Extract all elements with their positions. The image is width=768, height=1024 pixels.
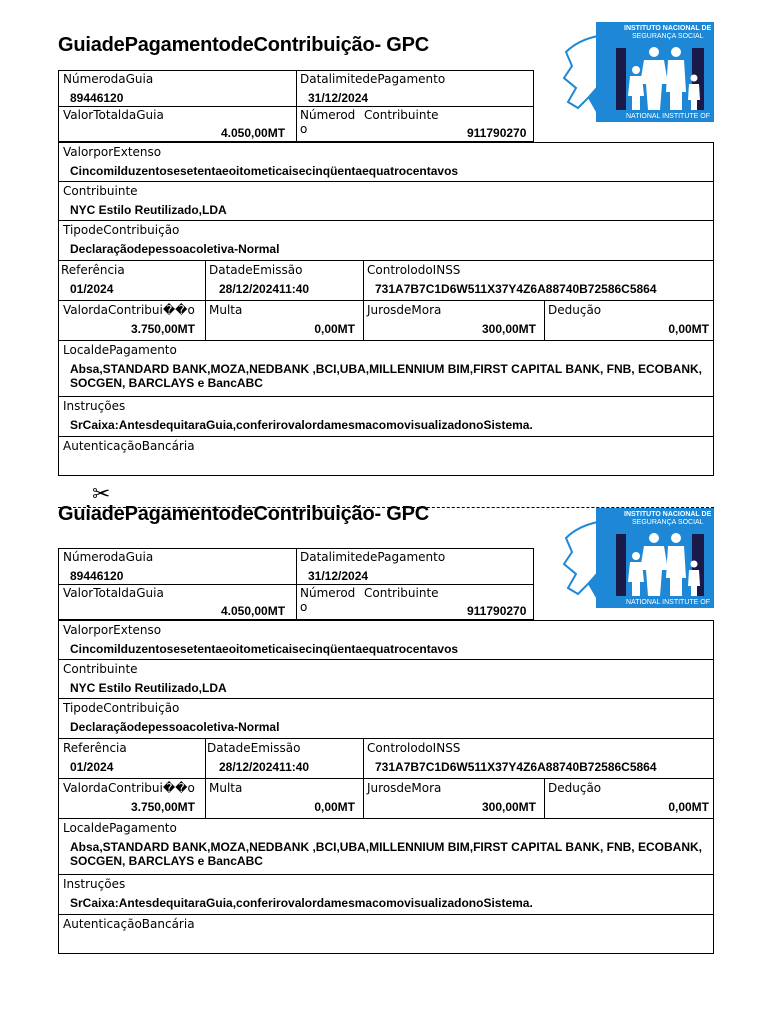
valor-total-label: ValorTotaldaGuia <box>63 586 164 600</box>
autenticacao-label: AutenticaçãoBancária <box>63 439 195 453</box>
referencia-label: Referência <box>61 263 125 277</box>
data-emissao-value: 28/12/202411:40 <box>219 282 310 296</box>
valor-total-value: 4.050,00MT <box>221 126 286 140</box>
multa-label: Multa <box>209 781 243 795</box>
valor-contribuicao-label: ValordaContribui��o <box>63 781 195 795</box>
page-title: GuiadePagamentodeContribuição- GPC <box>58 503 430 525</box>
contribuinte-label: Contribuinte <box>63 662 138 676</box>
valor-extenso-value: Cincomilduzentosesetentaeoitometicaisecinqüentaequatrocentavos <box>70 642 459 656</box>
svg-text:SEGURANÇA SOCIAL: SEGURANÇA SOCIAL <box>632 519 704 526</box>
referencia-label: Referência <box>63 741 127 755</box>
main-table <box>58 620 714 954</box>
autenticacao-row <box>59 437 713 475</box>
valor-total-value: 4.050,00MT <box>221 604 286 618</box>
local-value-line1: Absa,STANDARD BANK,MOZA,NEDBANK ,BCI,UBA,MILLENNIUM BIM,FIRST CAPITAL BANK, FNB, ECOBANK, <box>70 362 702 376</box>
numero-guia-label: NúmerodaGuia <box>63 72 154 86</box>
valores-row <box>59 301 713 341</box>
local-label: LocaldePagamento <box>63 821 177 835</box>
valor-contribuicao-value: 3.750,00MT <box>130 322 195 336</box>
juros-label: JurosdeMora <box>367 303 442 317</box>
data-emissao-value: 28/12/202411:40 <box>219 760 310 774</box>
valor-total-label: ValorTotaldaGuia <box>63 108 164 122</box>
juros-value: 300,00MT <box>481 800 536 814</box>
numero-guia-label: NúmerodaGuia <box>63 550 154 564</box>
inss-logo-graphic <box>558 508 714 608</box>
numero-contribuinte-label-b: Contribuinte <box>364 108 439 122</box>
controlo-label: ControlodoINSS <box>367 741 461 755</box>
valor-extenso-row <box>59 621 713 660</box>
local-label: LocaldePagamento <box>63 343 177 357</box>
data-limite-value: 31/12/2024 <box>308 569 369 583</box>
inss-logo <box>558 22 714 122</box>
multa-label: Multa <box>209 303 243 317</box>
header-table <box>58 70 534 142</box>
contribuinte-label: Contribuinte <box>63 184 138 198</box>
autenticacao-label: AutenticaçãoBancária <box>63 917 195 931</box>
page-title: GuiadePagamentodeContribuição- GPC <box>58 34 430 56</box>
tipo-value: Declaraçãodepessoacoletiva-Normal <box>70 242 280 256</box>
svg-text:NATIONAL INSTITUTE OF: NATIONAL INSTITUTE OF <box>626 599 711 606</box>
data-emissao-label: DatadeEmissão <box>209 263 303 277</box>
numero-contribuinte-value: 911790270 <box>467 604 527 618</box>
numero-contribuinte-label-c: o <box>300 600 308 614</box>
autenticacao-row <box>59 915 713 953</box>
inss-logo-graphic <box>558 22 714 122</box>
contribuinte-row <box>59 660 713 699</box>
inss-logo <box>558 508 714 608</box>
controlo-value: 731A7B7C1D6W511X37Y4Z6A88740B72586C5864 <box>375 282 657 296</box>
valores-row <box>59 779 713 819</box>
valor-contribuicao-label: ValordaContribui��o <box>63 303 195 317</box>
data-limite-label: DatalimitedePagamento <box>300 550 446 564</box>
tipo-row <box>59 699 713 739</box>
scissors-icon: ✂ <box>92 482 111 507</box>
numero-guia-value: 89446120 <box>70 569 124 583</box>
referencia-value: 01/2024 <box>70 282 114 296</box>
svg-text:SEGURANÇA SOCIAL: SEGURANÇA SOCIAL <box>632 33 704 40</box>
multa-value: 0,00MT <box>314 800 355 814</box>
data-emissao-label: DatadeEmissão <box>207 741 301 755</box>
multa-value: 0,00MT <box>314 322 355 336</box>
local-value-line1: Absa,STANDARD BANK,MOZA,NEDBANK ,BCI,UBA,MILLENNIUM BIM,FIRST CAPITAL BANK, FNB, ECOBANK, <box>70 840 702 854</box>
svg-text:NATIONAL INSTITUTE OF: NATIONAL INSTITUTE OF <box>626 113 711 120</box>
deducao-label: Dedução <box>548 303 602 317</box>
local-row <box>59 341 713 397</box>
referencia-row <box>59 739 713 779</box>
main-table <box>58 142 714 476</box>
data-limite-label: DatalimitedePagamento <box>300 72 446 86</box>
instrucoes-row <box>59 875 713 915</box>
numero-contribuinte-value: 911790270 <box>467 126 527 140</box>
tipo-value: Declaraçãodepessoacoletiva-Normal <box>70 720 280 734</box>
juros-label: JurosdeMora <box>367 781 442 795</box>
tipo-label: TipodeContribuição <box>63 223 180 237</box>
instrucoes-label: Instruções <box>63 399 126 413</box>
tipo-label: TipodeContribuição <box>63 701 180 715</box>
contribuinte-value: NYC Estilo Reutilizado,LDA <box>70 681 227 695</box>
controlo-label: ControlodoINSS <box>367 263 461 277</box>
valor-extenso-value: Cincomilduzentosesetentaeoitometicaisecinqüentaequatrocentavos <box>70 164 459 178</box>
tipo-row <box>59 221 713 261</box>
header-table <box>58 548 534 620</box>
valor-contribuicao-value: 3.750,00MT <box>130 800 195 814</box>
instrucoes-value: SrCaixa:AntesdequitaraGuia,conferirovalordamesmacomovisualizadonoSistema. <box>70 418 533 432</box>
instrucoes-row <box>59 397 713 437</box>
data-limite-value: 31/12/2024 <box>308 91 369 105</box>
svg-text:INSTITUTO NACIONAL DE: INSTITUTO NACIONAL DE <box>624 25 712 32</box>
local-row <box>59 819 713 875</box>
valor-extenso-label: ValorporExtenso <box>63 145 162 159</box>
numero-contribuinte-label-a: Númerod <box>300 108 356 122</box>
controlo-value: 731A7B7C1D6W511X37Y4Z6A88740B72586C5864 <box>375 760 657 774</box>
instrucoes-value: SrCaixa:AntesdequitaraGuia,conferirovalordamesmacomovisualizadonoSistema. <box>70 896 533 910</box>
deducao-value: 0,00MT <box>668 322 709 336</box>
numero-contribuinte-label-a: Númerod <box>300 586 356 600</box>
numero-guia-value: 89446120 <box>70 91 124 105</box>
numero-contribuinte-label-c: o <box>300 122 308 136</box>
referencia-row <box>59 261 713 301</box>
deducao-value: 0,00MT <box>668 800 709 814</box>
contribuinte-row <box>59 182 713 221</box>
deducao-label: Dedução <box>548 781 602 795</box>
local-value-line2: SOCGEN, BARCLAYS e BancABC <box>70 376 263 390</box>
referencia-value: 01/2024 <box>70 760 114 774</box>
numero-contribuinte-label-b: Contribuinte <box>364 586 439 600</box>
instrucoes-label: Instruções <box>63 877 126 891</box>
contribuinte-value: NYC Estilo Reutilizado,LDA <box>70 203 227 217</box>
valor-extenso-label: ValorporExtenso <box>63 623 162 637</box>
juros-value: 300,00MT <box>481 322 536 336</box>
local-value-line2: SOCGEN, BARCLAYS e BancABC <box>70 854 263 868</box>
svg-text:INSTITUTO NACIONAL DE: INSTITUTO NACIONAL DE <box>624 511 712 518</box>
valor-extenso-row <box>59 143 713 182</box>
